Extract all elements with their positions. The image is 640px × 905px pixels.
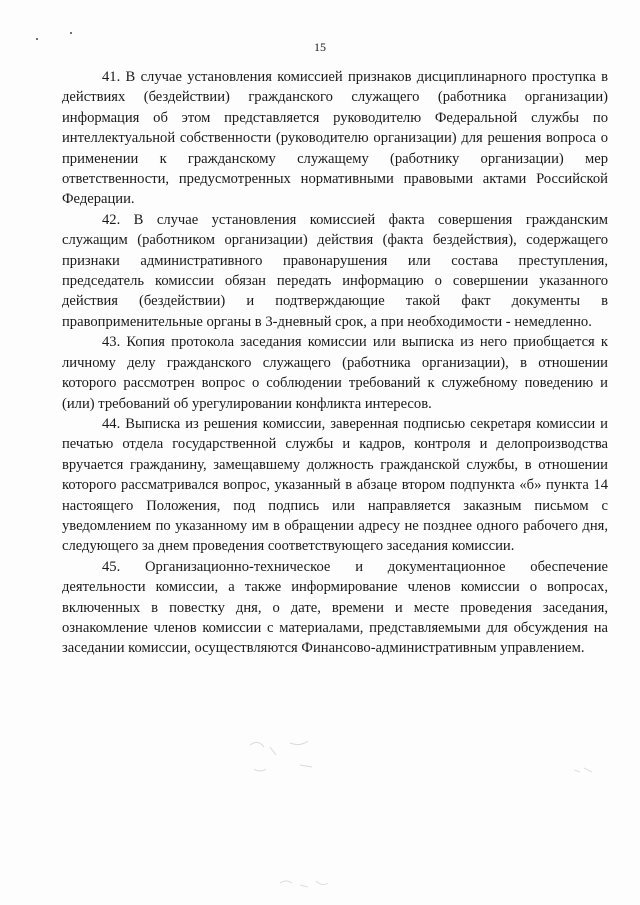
paragraph-42: 42. В случае установления комиссией факта совершения гражданским служащим (работником организации) действия (факта бездействия), содержащего признаки административного правонарушения или состава преступления, председатель комиссии обязан передать информацию о совершении указанного действия (бездействии) и подтверждающие такой факт документы в правоприменительные органы в 3-дневный срок, а при необходимости - немедленно. (62, 211, 608, 330)
scan-bleed-through (570, 760, 600, 780)
page-number: 15 (314, 40, 326, 54)
scan-speck (70, 32, 72, 34)
scan-bleed-through (270, 875, 350, 900)
document-body (62, 67, 608, 659)
scan-bleed-through (230, 735, 350, 785)
paragraph-43: 43. Копия протокола заседания комиссии или выписка из него приобщается к личному делу гражданского служащего (работника организации), в отношении которого рассмотрен вопрос о соблюдении требований к служебному поведению и (или) требований об урегулировании конфликта интересов. (62, 334, 608, 412)
paragraph-44: 44. Выписка из решения комиссии, заверенная подписью секретаря комиссии и печатью отдела государственной службы и кадров, контроля и делопроизводства вручается гражданину, замещавшему должность гражданской службы, в отношении которого рассматривался вопрос, указанный в абзаце втором подпункта «б» пункта 14 настоящего Положения, под подпись или направляется заказным письмом с уведомлением по указанному им в обращении адресу не позднее одного рабочего дня, следующего за днем проведения соответствующего заседания комиссии. (62, 415, 608, 555)
paragraph-45: 45. Организационно-техническое и документационное обеспечение деятельности комиссии, а также информирование членов комиссии о вопросах, включенных в повестку дня, о дате, времени и месте проведения заседания, ознакомление членов комиссии с материалами, представляемыми для обсуждения на заседании комиссии, осуществляются Финансово-административным управлением. (62, 558, 608, 657)
paragraph-41: 41. В случае установления комиссией признаков дисциплинарного проступка в действиях (бездействии) гражданского служащего (работника организации) информация об этом представляется руководителю Федеральной службы по интеллектуальной собственности (руководителю организации) для решения вопроса о применении к гражданскому служащему (работнику организации) мер ответственности, предусмотренных нормативными правовыми актами Российской Федерации. (62, 69, 608, 208)
